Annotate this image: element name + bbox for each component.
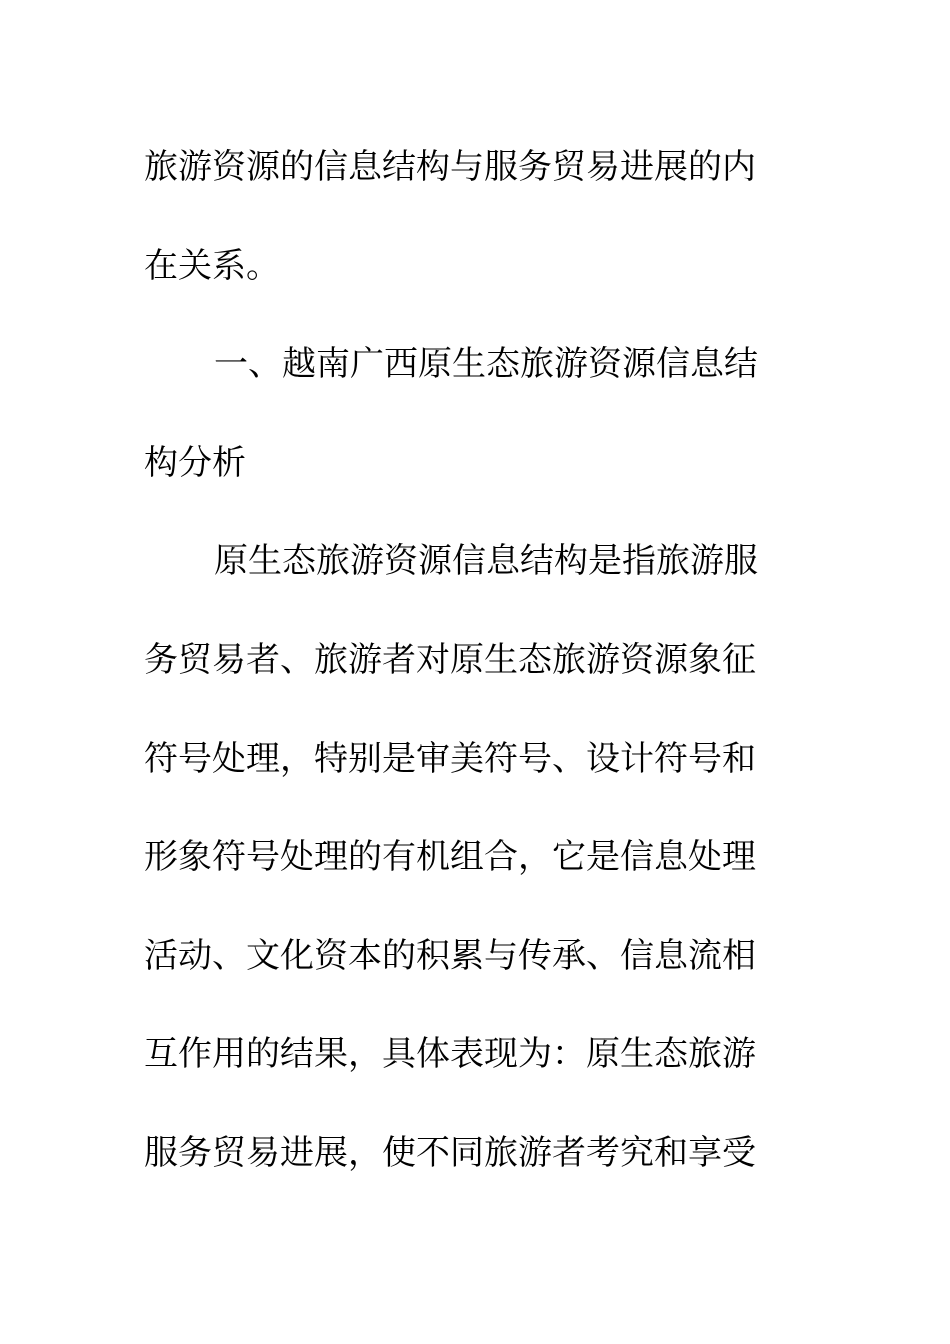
paragraph-line: 活动、文化资本的积累与传承、信息流相 xyxy=(144,935,756,976)
paragraph-line: 形象符号处理的有机组合，它是信息处理 xyxy=(144,837,756,878)
paragraph-line: 原生态旅游资源信息结构是指旅游服 xyxy=(214,541,758,582)
paragraph-line: 服务贸易进展，使不同旅游者考究和享受 xyxy=(144,1132,756,1173)
body-text xyxy=(144,118,784,1203)
paragraph-line: 符号处理，特别是审美符号、设计符号和 xyxy=(144,738,756,779)
text-line: 旅游资源的信息结构与服务贸易进展的内 xyxy=(144,147,756,187)
section-heading-line: 一、越南广西原生态旅游资源信息结 xyxy=(214,344,758,385)
section-heading-line: 构分析 xyxy=(144,442,246,483)
paragraph-line: 互作用的结果，具体表现为：原生态旅游 xyxy=(144,1034,756,1075)
paragraph-line: 务贸易者、旅游者对原生态旅游资源象征 xyxy=(144,639,756,680)
text-line: 在关系。 xyxy=(144,245,280,286)
